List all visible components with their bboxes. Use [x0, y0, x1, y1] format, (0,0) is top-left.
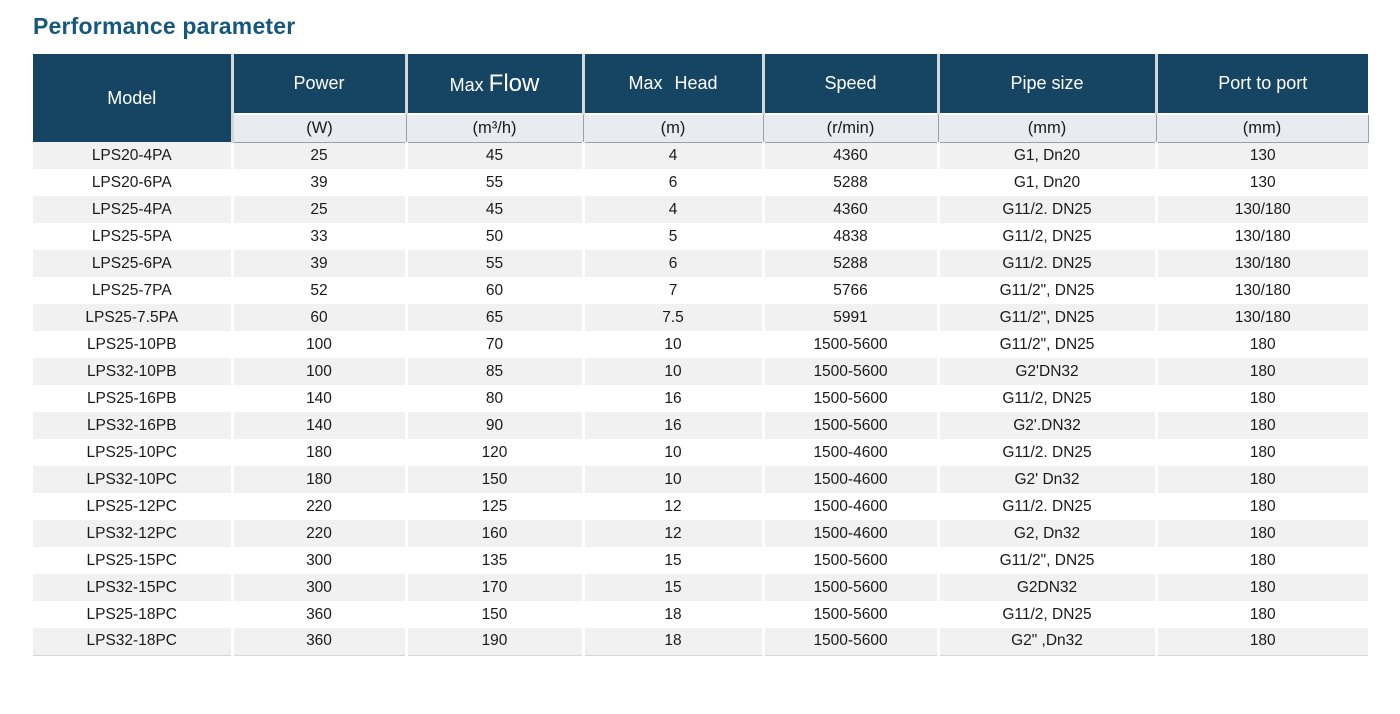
cell-max-flow: 150: [406, 601, 583, 628]
cell-max-flow: 85: [406, 358, 583, 385]
table-row: [33, 385, 1368, 412]
table-row: [33, 277, 1368, 304]
unit-pipe-size: (mm): [938, 114, 1156, 142]
cell-speed: 1500-4600: [763, 466, 938, 493]
cell-port-to-port: 180: [1156, 385, 1368, 412]
cell-speed: 1500-4600: [763, 493, 938, 520]
unit-row: [33, 114, 1368, 142]
cell-power: 180: [232, 466, 406, 493]
table-row: [33, 250, 1368, 277]
column-header-power: [232, 54, 406, 114]
cell-model: LPS25-10PC: [33, 439, 232, 466]
column-header-power-label: Power: [293, 73, 345, 93]
cell-pipe-size: G11/2", DN25: [938, 331, 1156, 358]
cell-max-head: 16: [583, 412, 763, 439]
cell-port-to-port: 180: [1156, 358, 1368, 385]
table-row: [33, 358, 1368, 385]
cell-model: LPS25-7.5PA: [33, 304, 232, 331]
cell-power: 140: [232, 412, 406, 439]
cell-max-flow: 190: [406, 628, 583, 655]
cell-model: LPS25-18PC: [33, 601, 232, 628]
cell-power: 360: [232, 628, 406, 655]
column-header-model: Model: [33, 54, 232, 142]
column-header-speed-label: Speed: [824, 73, 877, 93]
cell-port-to-port: 130/180: [1156, 277, 1368, 304]
cell-power: 100: [232, 331, 406, 358]
table-row: [33, 466, 1368, 493]
cell-power: 25: [232, 196, 406, 223]
cell-speed: 5288: [763, 250, 938, 277]
cell-speed: 5288: [763, 169, 938, 196]
cell-port-to-port: 180: [1156, 466, 1368, 493]
unit-speed: (r/min): [763, 114, 938, 142]
table-row: [33, 439, 1368, 466]
cell-pipe-size: G11/2", DN25: [938, 547, 1156, 574]
cell-model: LPS25-4PA: [33, 196, 232, 223]
cell-speed: 4838: [763, 223, 938, 250]
cell-power: 60: [232, 304, 406, 331]
cell-max-head: 12: [583, 493, 763, 520]
table-row: [33, 493, 1368, 520]
unit-max-head: (m): [583, 114, 763, 142]
cell-pipe-size: G2' Dn32: [938, 466, 1156, 493]
cell-pipe-size: G2, Dn32: [938, 520, 1156, 547]
cell-model: LPS20-6PA: [33, 169, 232, 196]
cell-max-head: 10: [583, 439, 763, 466]
cell-power: 52: [232, 277, 406, 304]
cell-model: LPS25-6PA: [33, 250, 232, 277]
cell-port-to-port: 130/180: [1156, 250, 1368, 277]
cell-pipe-size: G11/2. DN25: [938, 493, 1156, 520]
cell-speed: 4360: [763, 196, 938, 223]
cell-max-flow: 170: [406, 574, 583, 601]
cell-pipe-size: G1, Dn20: [938, 169, 1156, 196]
cell-power: 140: [232, 385, 406, 412]
cell-speed: 1500-4600: [763, 439, 938, 466]
cell-max-flow: 55: [406, 169, 583, 196]
column-header-speed: [763, 54, 938, 114]
cell-port-to-port: 130/180: [1156, 223, 1368, 250]
cell-max-head: 4: [583, 142, 763, 169]
table-header: [33, 54, 1368, 142]
cell-port-to-port: 180: [1156, 439, 1368, 466]
cell-power: 39: [232, 169, 406, 196]
cell-max-flow: 60: [406, 277, 583, 304]
column-header-max-head-label: Max Head: [628, 73, 718, 93]
table-row: [33, 223, 1368, 250]
cell-max-head: 10: [583, 358, 763, 385]
cell-port-to-port: 130/180: [1156, 196, 1368, 223]
cell-model: LPS20-4PA: [33, 142, 232, 169]
cell-pipe-size: G11/2", DN25: [938, 304, 1156, 331]
table-row: [33, 412, 1368, 439]
cell-power: 33: [232, 223, 406, 250]
cell-max-flow: 80: [406, 385, 583, 412]
cell-max-head: 15: [583, 547, 763, 574]
cell-speed: 1500-5600: [763, 574, 938, 601]
table-row: [33, 169, 1368, 196]
cell-max-flow: 55: [406, 250, 583, 277]
cell-port-to-port: 180: [1156, 331, 1368, 358]
table-row: [33, 331, 1368, 358]
cell-max-flow: 135: [406, 547, 583, 574]
cell-max-flow: 150: [406, 466, 583, 493]
cell-port-to-port: 130/180: [1156, 304, 1368, 331]
cell-speed: 1500-4600: [763, 520, 938, 547]
cell-pipe-size: G2'DN32: [938, 358, 1156, 385]
table-row: [33, 547, 1368, 574]
cell-pipe-size: G2DN32: [938, 574, 1156, 601]
cell-max-flow: 160: [406, 520, 583, 547]
cell-model: LPS25-10PB: [33, 331, 232, 358]
cell-max-flow: 120: [406, 439, 583, 466]
cell-port-to-port: 130: [1156, 142, 1368, 169]
cell-max-flow: 125: [406, 493, 583, 520]
cell-speed: 1500-5600: [763, 385, 938, 412]
unit-port-to-port: (mm): [1156, 114, 1368, 142]
cell-port-to-port: 180: [1156, 412, 1368, 439]
table-row: [33, 601, 1368, 628]
cell-port-to-port: 180: [1156, 493, 1368, 520]
column-header-max-flow-emph: Flow: [488, 69, 540, 97]
cell-speed: 1500-5600: [763, 412, 938, 439]
column-header-port-to-port: [1156, 54, 1368, 114]
cell-pipe-size: G11/2, DN25: [938, 601, 1156, 628]
cell-pipe-size: G2" ,Dn32: [938, 628, 1156, 655]
cell-max-flow: 70: [406, 331, 583, 358]
cell-speed: 1500-5600: [763, 601, 938, 628]
cell-power: 300: [232, 547, 406, 574]
column-header-pipe-size-label: Pipe size: [1010, 73, 1084, 93]
cell-max-head: 10: [583, 331, 763, 358]
cell-max-head: 4: [583, 196, 763, 223]
cell-max-flow: 45: [406, 142, 583, 169]
cell-power: 39: [232, 250, 406, 277]
cell-model: LPS32-18PC: [33, 628, 232, 655]
table-row: [33, 574, 1368, 601]
header-row: [33, 54, 1368, 114]
cell-max-head: 18: [583, 601, 763, 628]
cell-model: LPS25-15PC: [33, 547, 232, 574]
cell-pipe-size: G11/2. DN25: [938, 439, 1156, 466]
cell-speed: 1500-5600: [763, 628, 938, 655]
cell-speed: 4360: [763, 142, 938, 169]
cell-max-head: 7: [583, 277, 763, 304]
cell-power: 100: [232, 358, 406, 385]
cell-power: 220: [232, 493, 406, 520]
table-row: [33, 520, 1368, 547]
cell-port-to-port: 180: [1156, 520, 1368, 547]
cell-speed: 1500-5600: [763, 547, 938, 574]
cell-power: 25: [232, 142, 406, 169]
table-body: [33, 142, 1368, 655]
cell-power: 180: [232, 439, 406, 466]
cell-model: LPS32-16PB: [33, 412, 232, 439]
column-header-port-to-port-label: Port to port: [1218, 73, 1308, 93]
cell-max-head: 6: [583, 169, 763, 196]
cell-model: LPS25-12PC: [33, 493, 232, 520]
cell-model: LPS32-10PC: [33, 466, 232, 493]
cell-pipe-size: G11/2, DN25: [938, 385, 1156, 412]
cell-power: 220: [232, 520, 406, 547]
table-row: [33, 196, 1368, 223]
cell-port-to-port: 180: [1156, 547, 1368, 574]
cell-pipe-size: G11/2", DN25: [938, 277, 1156, 304]
column-header-max-flow-prefix: Max: [449, 74, 484, 95]
cell-model: LPS25-7PA: [33, 277, 232, 304]
cell-port-to-port: 180: [1156, 601, 1368, 628]
cell-port-to-port: 180: [1156, 628, 1368, 655]
table-row: [33, 628, 1368, 655]
cell-pipe-size: G11/2. DN25: [938, 250, 1156, 277]
cell-speed: 5766: [763, 277, 938, 304]
cell-max-flow: 90: [406, 412, 583, 439]
cell-model: LPS32-15PC: [33, 574, 232, 601]
cell-speed: 1500-5600: [763, 331, 938, 358]
cell-max-head: 12: [583, 520, 763, 547]
column-header-pipe-size: [938, 54, 1156, 114]
performance-table: [33, 54, 1369, 656]
cell-max-head: 15: [583, 574, 763, 601]
cell-pipe-size: G11/2, DN25: [938, 223, 1156, 250]
page-title: Performance parameter: [33, 13, 296, 39]
table-row: [33, 304, 1368, 331]
column-header-max-flow: [406, 54, 583, 114]
cell-port-to-port: 130: [1156, 169, 1368, 196]
table-row: [33, 142, 1368, 169]
cell-power: 360: [232, 601, 406, 628]
cell-max-head: 16: [583, 385, 763, 412]
unit-max-flow: (m³/h): [406, 114, 583, 142]
cell-max-head: 5: [583, 223, 763, 250]
cell-max-flow: 65: [406, 304, 583, 331]
unit-power: (W): [232, 114, 406, 142]
cell-max-head: 18: [583, 628, 763, 655]
cell-port-to-port: 180: [1156, 574, 1368, 601]
cell-model: LPS25-16PB: [33, 385, 232, 412]
cell-pipe-size: G11/2. DN25: [938, 196, 1156, 223]
cell-pipe-size: G2'.DN32: [938, 412, 1156, 439]
cell-max-head: 10: [583, 466, 763, 493]
column-header-max-head: [583, 54, 763, 114]
cell-speed: 5991: [763, 304, 938, 331]
cell-max-head: 7.5: [583, 304, 763, 331]
cell-speed: 1500-5600: [763, 358, 938, 385]
cell-max-head: 6: [583, 250, 763, 277]
cell-model: LPS32-10PB: [33, 358, 232, 385]
cell-model: LPS32-12PC: [33, 520, 232, 547]
cell-max-flow: 45: [406, 196, 583, 223]
cell-max-flow: 50: [406, 223, 583, 250]
cell-power: 300: [232, 574, 406, 601]
cell-pipe-size: G1, Dn20: [938, 142, 1156, 169]
cell-model: LPS25-5PA: [33, 223, 232, 250]
